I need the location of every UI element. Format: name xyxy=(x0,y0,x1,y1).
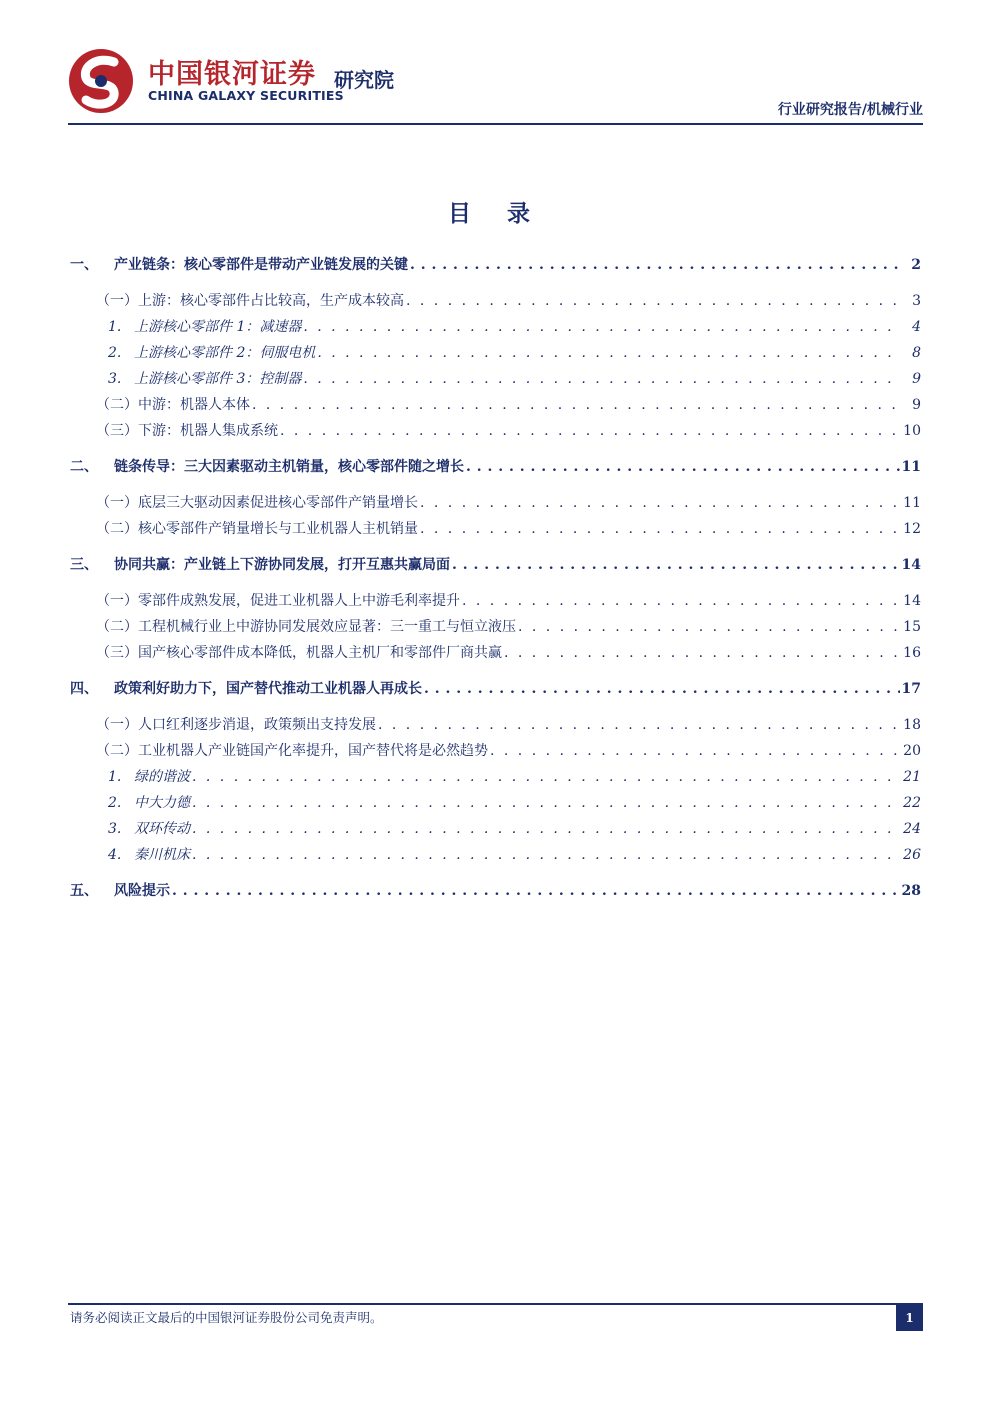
toc-dot-leader xyxy=(420,521,901,537)
disclaimer-text: 请务必阅读正文最后的中国银河证券股份公司免责声明。 xyxy=(70,1310,383,1325)
toc-entry-label: （一）底层三大驱动因素促进核心零部件产销量增长 xyxy=(96,495,418,511)
toc-entry[interactable] xyxy=(70,290,921,312)
toc-entry[interactable] xyxy=(70,678,921,700)
page-number: 1 xyxy=(896,1304,923,1331)
toc-entry-number: 1. xyxy=(108,319,122,335)
toc-entry-page: 9 xyxy=(912,397,921,413)
toc-entry-page: 17 xyxy=(901,681,921,697)
toc-dot-leader xyxy=(504,645,901,661)
toc-entry-label: 秦川机床 xyxy=(134,847,190,863)
toc-entry-page: 12 xyxy=(903,521,921,537)
toc-dot-leader xyxy=(424,681,900,697)
galaxy-logo-icon xyxy=(68,48,134,114)
toc-entry[interactable] xyxy=(70,818,921,840)
toc-dot-leader xyxy=(252,397,901,413)
report-type: 行业研究报告/机械行业 xyxy=(777,102,923,118)
toc-dot-leader xyxy=(378,717,901,733)
toc-entry-number: 2. xyxy=(108,345,122,361)
toc-entry-label: 中大力德 xyxy=(134,795,190,811)
toc-entry[interactable] xyxy=(70,492,921,514)
toc-entry-label: （一）零部件成熟发展，促进工业机器人上中游毛利率提升 xyxy=(96,593,460,609)
toc-dot-leader xyxy=(466,459,900,475)
toc-entry[interactable] xyxy=(70,456,921,478)
toc-entry[interactable] xyxy=(70,616,921,638)
institute-name: 研究院 xyxy=(334,68,394,92)
toc-entry[interactable] xyxy=(70,368,921,390)
toc-entry-number: 五、 xyxy=(70,883,98,899)
toc-entry[interactable] xyxy=(70,792,921,814)
toc-dot-leader xyxy=(518,619,901,635)
toc-entry-label: （二）工业机器人产业链国产化率提升，国产替代将是必然趋势 xyxy=(96,743,488,759)
toc-entry-label: 上游核心零部件 1：减速器 xyxy=(134,319,302,335)
toc-entry[interactable] xyxy=(70,254,921,276)
toc-entry-page: 26 xyxy=(903,847,921,863)
toc-entry-label: （一）上游：核心零部件占比较高，生产成本较高 xyxy=(96,293,404,309)
toc-entry-page: 15 xyxy=(903,619,921,635)
toc-entry[interactable] xyxy=(70,342,921,364)
toc-entry-page: 11 xyxy=(903,495,921,511)
toc-entry[interactable] xyxy=(70,740,921,762)
toc-entry-label: （二）核心零部件产销量增长与工业机器人主机销量 xyxy=(96,521,418,537)
toc-dot-leader xyxy=(192,847,901,863)
toc-entry-number: 1. xyxy=(108,769,122,785)
toc-entry-page: 14 xyxy=(901,557,921,573)
toc-entry-label: （三）国产核心零部件成本降低，机器人主机厂和零部件厂商共赢 xyxy=(96,645,502,661)
toc-dot-leader xyxy=(317,345,901,361)
toc-entry[interactable] xyxy=(70,766,921,788)
brand-name-en: CHINA GALAXY SECURITIES xyxy=(148,88,344,103)
page-header xyxy=(68,44,923,124)
toc-title: 目 录 xyxy=(447,200,544,227)
toc-entry[interactable] xyxy=(70,518,921,540)
toc-dot-leader xyxy=(303,319,901,335)
toc-entry-page: 8 xyxy=(912,345,921,361)
toc-dot-leader xyxy=(462,593,901,609)
toc-entry-number: 四、 xyxy=(70,681,98,697)
toc-entry-label: 政策利好助力下，国产替代推动工业机器人再成长 xyxy=(114,681,422,697)
toc-dot-leader xyxy=(280,423,901,439)
toc-entry-page: 28 xyxy=(901,883,921,899)
header-divider xyxy=(68,123,923,125)
toc-dot-leader xyxy=(452,557,900,573)
toc-entry-page: 3 xyxy=(912,293,921,309)
footer-divider xyxy=(68,1303,923,1305)
toc-dot-leader xyxy=(303,371,901,387)
toc-entry-page: 18 xyxy=(903,717,921,733)
toc-entry-number: 三、 xyxy=(70,557,98,573)
toc-entry-number: 一、 xyxy=(70,257,98,273)
toc-entry[interactable] xyxy=(70,316,921,338)
toc-entry-page: 10 xyxy=(903,423,921,439)
toc-entry[interactable] xyxy=(70,590,921,612)
toc-entry-page: 11 xyxy=(901,459,921,475)
toc-dot-leader xyxy=(192,821,901,837)
toc-entry-label: （三）下游：机器人集成系统 xyxy=(96,423,278,439)
toc-entry-page: 20 xyxy=(903,743,921,759)
toc-entry-label: 产业链条：核心零部件是带动产业链发展的关键 xyxy=(114,257,408,273)
toc-entry-label: 上游核心零部件 2：伺服电机 xyxy=(134,345,316,361)
toc-entry-page: 16 xyxy=(903,645,921,661)
toc-dot-leader xyxy=(406,293,901,309)
toc-dot-leader xyxy=(410,257,901,273)
toc-entry-page: 14 xyxy=(903,593,921,609)
toc-entry-label: 双环传动 xyxy=(134,821,190,837)
toc-dot-leader xyxy=(420,495,901,511)
toc-entry[interactable] xyxy=(70,642,921,664)
toc-dot-leader xyxy=(192,795,901,811)
toc-entry-page: 24 xyxy=(903,821,921,837)
toc-entry-number: 二、 xyxy=(70,459,98,475)
toc-entry[interactable] xyxy=(70,394,921,416)
toc-entry-page: 9 xyxy=(912,371,921,387)
brand-name-cn: 中国银河证券 xyxy=(148,59,316,90)
toc-entry-number: 3. xyxy=(108,371,122,387)
toc-entry-label: （一）人口红利逐步消退，政策频出支持发展 xyxy=(96,717,376,733)
toc-dot-leader xyxy=(490,743,901,759)
toc-entry[interactable] xyxy=(70,554,921,576)
toc-entry[interactable] xyxy=(70,844,921,866)
toc-entry[interactable] xyxy=(70,880,921,902)
toc-entry-label: （二）中游：机器人本体 xyxy=(96,397,250,413)
toc-entry-number: 4. xyxy=(108,847,122,863)
toc-dot-leader xyxy=(192,769,901,785)
toc-entry-label: （二）工程机械行业上中游协同发展效应显著：三一重工与恒立液压 xyxy=(96,619,516,635)
toc-entry-number: 3. xyxy=(108,821,122,837)
toc-entry-label: 链条传导：三大因素驱动主机销量，核心零部件随之增长 xyxy=(114,459,464,475)
toc-dot-leader xyxy=(172,883,900,899)
toc-entry[interactable] xyxy=(70,714,921,736)
toc-entry-page: 4 xyxy=(912,319,921,335)
toc-entry[interactable] xyxy=(70,420,921,442)
toc-entry-page: 22 xyxy=(903,795,921,811)
toc-entry-page: 2 xyxy=(911,257,921,273)
toc-entry-number: 2. xyxy=(108,795,122,811)
toc-entry-label: 绿的谐波 xyxy=(134,769,190,785)
toc-entry-label: 协同共赢：产业链上下游协同发展，打开互惠共赢局面 xyxy=(114,557,450,573)
toc-entry-page: 21 xyxy=(903,769,921,785)
toc-entry-label: 风险提示 xyxy=(114,883,170,899)
toc-entry-label: 上游核心零部件 3：控制器 xyxy=(134,371,302,387)
